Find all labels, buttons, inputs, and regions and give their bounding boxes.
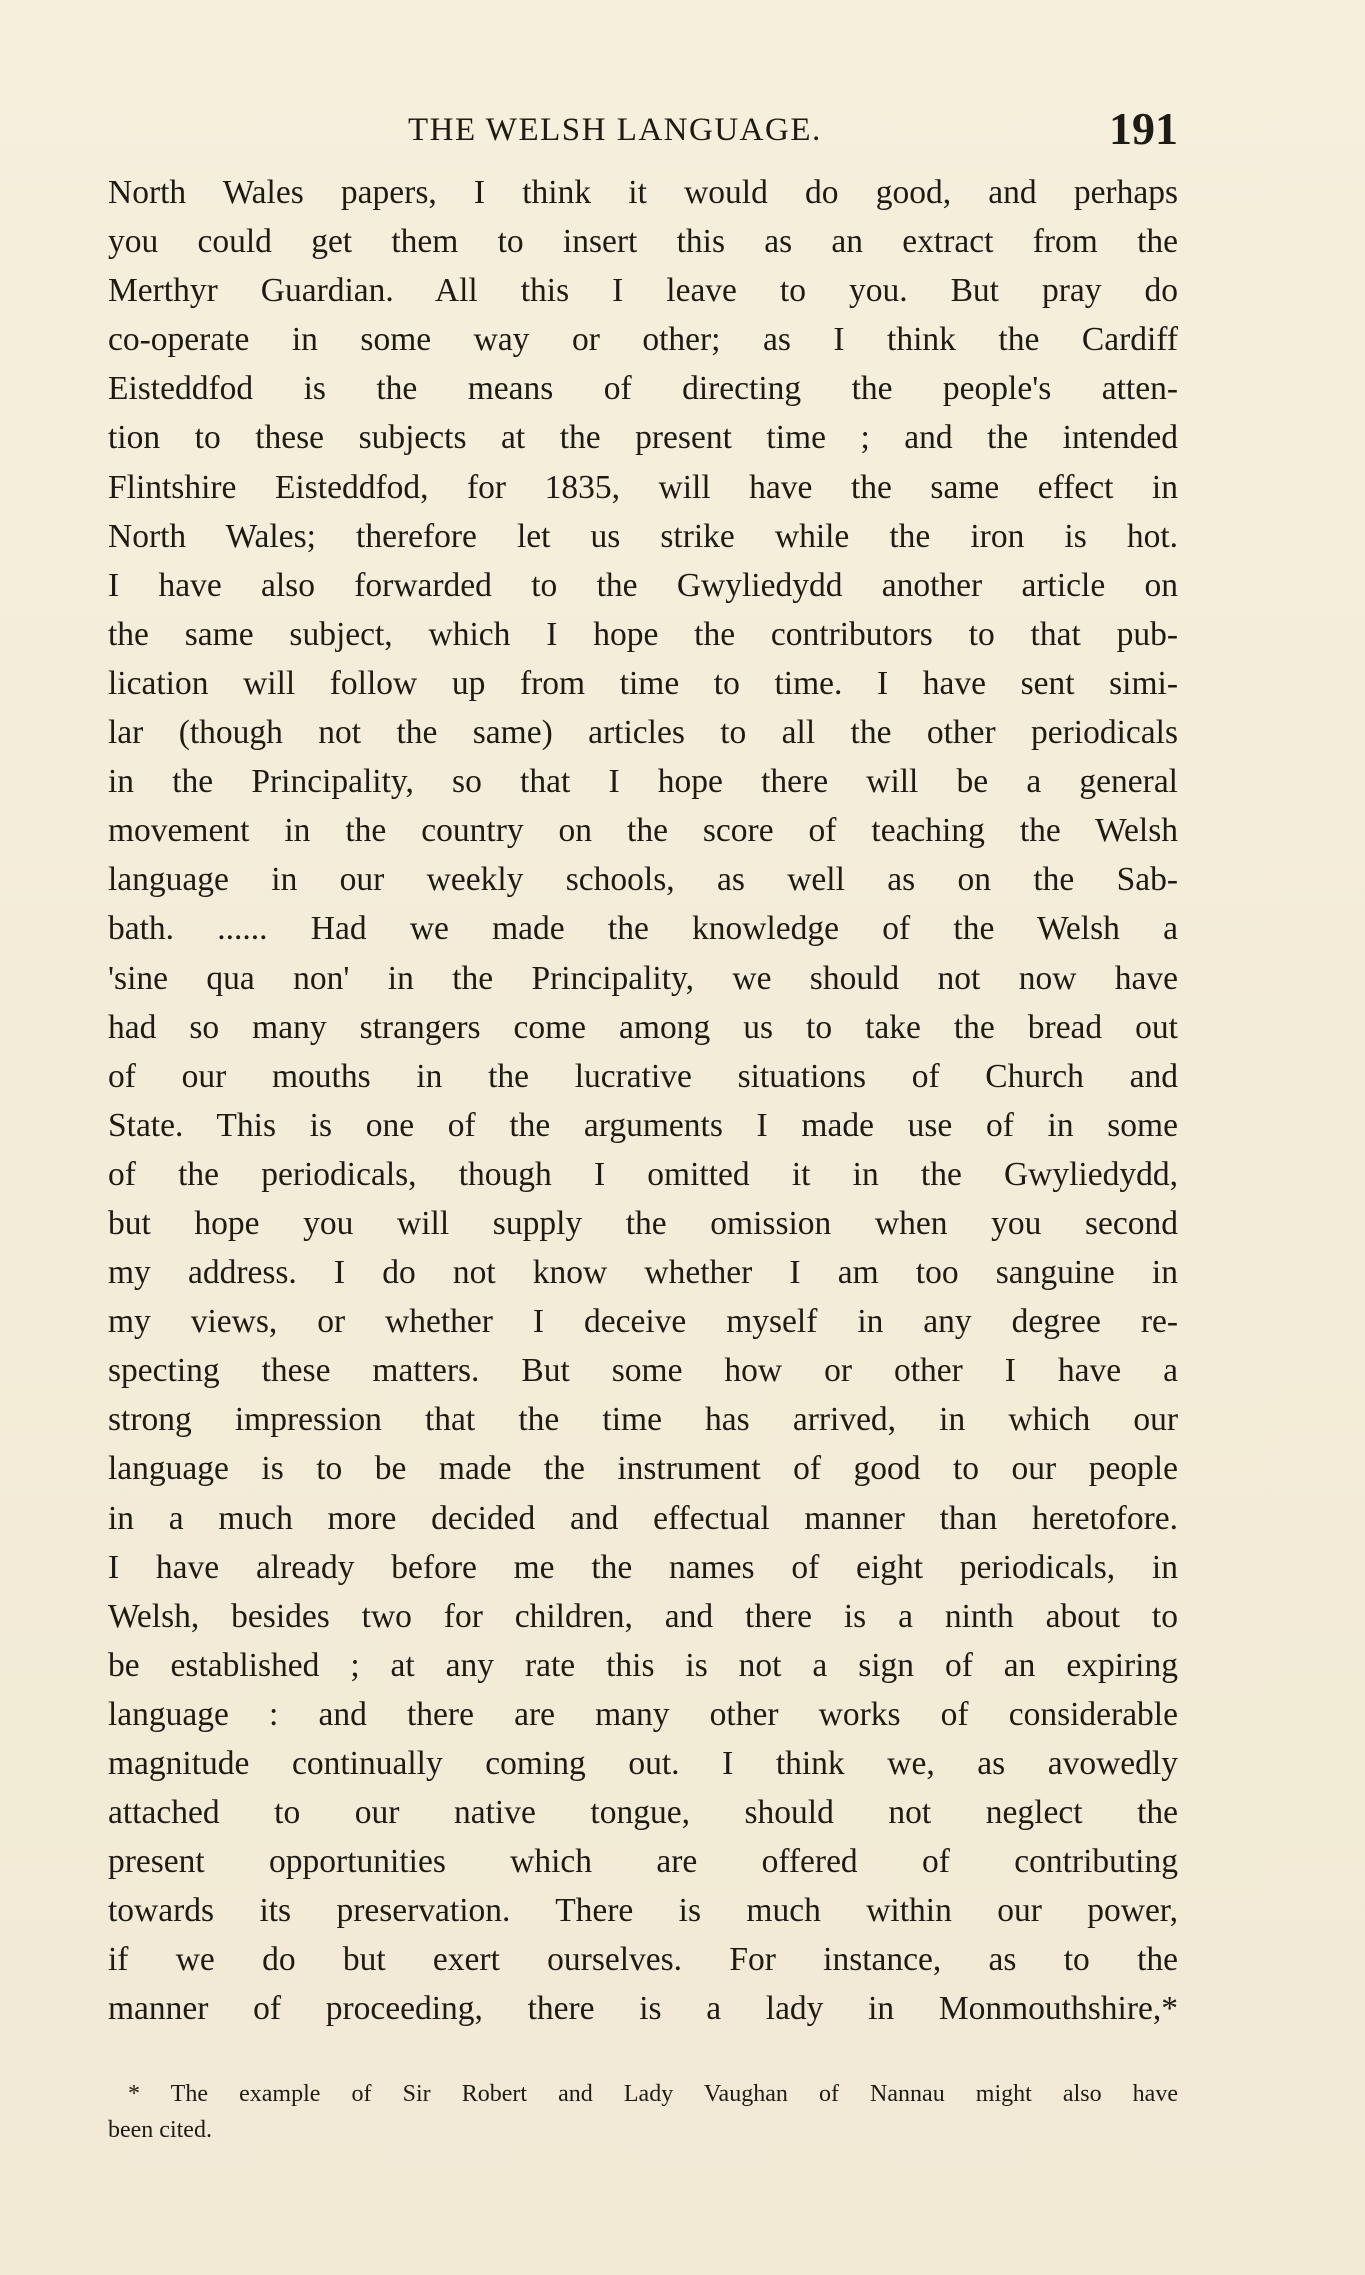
running-head: THE WELSH LANGUAGE. bbox=[408, 112, 822, 148]
text-line: but hope you will supply the omission when you second bbox=[108, 1204, 1178, 1242]
text-line: attached to our native tongue, should not neglect the bbox=[108, 1794, 1178, 1832]
footnote bbox=[108, 2076, 1178, 2148]
text-line: language in our weekly schools, as well as on the Sab- bbox=[108, 861, 1178, 899]
text-line: in a much more decided and effectual manner than heretofore. bbox=[108, 1499, 1178, 1537]
text-line: towards its preservation. There is much within our power, bbox=[108, 1892, 1178, 1930]
text-line: North Wales papers, I think it would do good, and perhaps bbox=[108, 174, 1178, 211]
text-line: Welsh, besides two for children, and there is a ninth about to bbox=[108, 1597, 1178, 1635]
text-line: language is to be made the instrument of good to our people bbox=[108, 1450, 1178, 1488]
footnote-line: * The example of Sir Robert and Lady Vaughan of Nannau might also have bbox=[128, 2081, 1178, 2107]
text-line: if we do but exert ourselves. For instance, as to the bbox=[108, 1941, 1178, 1979]
text-line: specting these matters. But some how or other I have a bbox=[108, 1352, 1178, 1390]
text-line: my views, or whether I deceive myself in any degree re- bbox=[108, 1303, 1178, 1341]
text-line: movement in the country on the score of teaching the Welsh bbox=[108, 812, 1178, 850]
text-line: my address. I do not know whether I am too sanguine in bbox=[108, 1254, 1178, 1292]
text-line: tion to these subjects at the present time ; and the intended bbox=[108, 419, 1178, 457]
text-line: strong impression that the time has arrived, in which our bbox=[108, 1401, 1178, 1439]
text-line: you could get them to insert this as an extract from the bbox=[108, 223, 1178, 261]
text-line: had so many strangers come among us to take the bread out bbox=[108, 1008, 1178, 1046]
text-line: Flintshire Eisteddfod, for 1835, will have the same effect in bbox=[108, 468, 1178, 506]
footnote-line: been cited. bbox=[108, 2117, 212, 2143]
text-line: co-operate in some way or other; as I think the Cardiff bbox=[108, 321, 1178, 359]
text-line: language : and there are many other works of considerable bbox=[108, 1695, 1178, 1733]
text-line: manner of proceeding, there is a lady in Monmouthshire,* bbox=[108, 1990, 1178, 2028]
text-line: the same subject, which I hope the contributors to that pub- bbox=[108, 615, 1178, 653]
text-line: present opportunities which are offered of contributing bbox=[108, 1843, 1178, 1881]
page-header bbox=[108, 103, 1178, 158]
text-line: of our mouths in the lucrative situations of Church and bbox=[108, 1057, 1178, 1095]
text-line: lication will follow up from time to time. I have sent simi- bbox=[108, 664, 1178, 702]
text-line: lar (though not the same) articles to all the other periodicals bbox=[108, 714, 1178, 752]
text-line: 'sine qua non' in the Principality, we should not now have bbox=[108, 959, 1178, 997]
body-text bbox=[108, 168, 1178, 2034]
text-line: I have also forwarded to the Gwyliedydd another article on bbox=[108, 566, 1178, 604]
text-line: Merthyr Guardian. All this I leave to you. But pray do bbox=[108, 272, 1178, 310]
text-line: magnitude continually coming out. I think we, as avowedly bbox=[108, 1745, 1178, 1782]
text-line: Eisteddfod is the means of directing the people's atten- bbox=[108, 370, 1178, 408]
text-line: be established ; at any rate this is not a sign of an expiring bbox=[108, 1646, 1178, 1684]
text-line: State. This is one of the arguments I made use of in some bbox=[108, 1106, 1178, 1144]
text-line: I have already before me the names of eight periodicals, in bbox=[108, 1548, 1178, 1586]
text-line: of the periodicals, though I omitted it in the Gwyliedydd, bbox=[108, 1155, 1178, 1193]
text-line: North Wales; therefore let us strike while the iron is hot. bbox=[108, 517, 1178, 555]
text-line: bath. ...... Had we made the knowledge of the Welsh a bbox=[108, 910, 1178, 948]
page-number: 191 bbox=[1109, 103, 1178, 154]
text-line: in the Principality, so that I hope there will be a general bbox=[108, 763, 1178, 801]
